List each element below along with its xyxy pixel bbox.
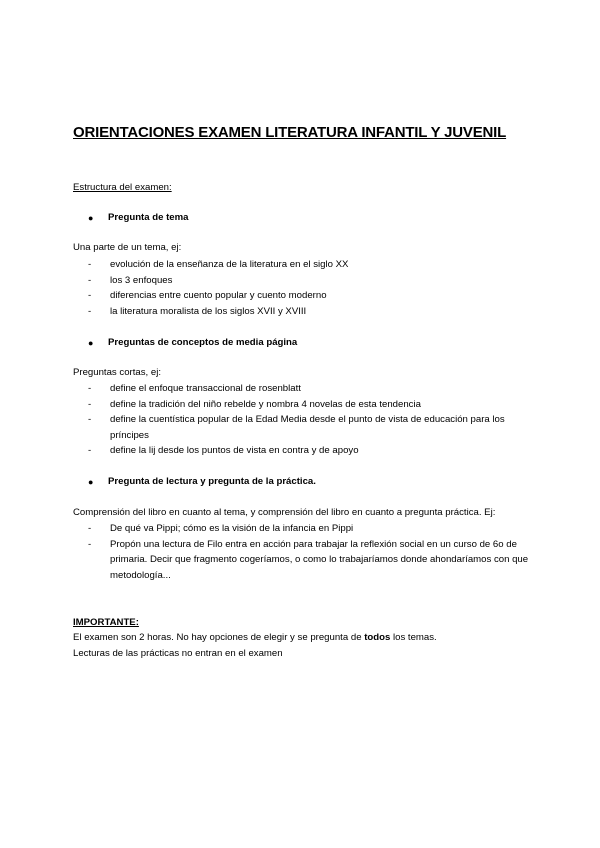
bullet-icon: ● (88, 212, 94, 223)
dash-marker: - (88, 523, 92, 534)
dash-marker: - (88, 414, 92, 425)
list-item-text: Propón una lectura de Filo entra en acción para trabajar la reflexión social en un curso de 6o de primaria. Decir que fragmento cogeríamos, o como lo trabajaríamos donde ahondaríamos con que metodología... (110, 538, 529, 581)
list-item (88, 521, 538, 537)
dash-list (88, 257, 538, 319)
dash-marker: - (88, 290, 92, 301)
dash-marker: - (88, 445, 92, 456)
list-item (88, 443, 538, 459)
list-item (88, 288, 538, 304)
dash-marker: - (88, 305, 92, 317)
list-item (88, 412, 538, 443)
list-item-text: define la tradición del niño rebelde y nombra 4 novelas de esta tendencia (110, 398, 421, 410)
dash-list (88, 521, 538, 583)
list-item-text: diferencias entre cuento popular y cuento moderno (110, 290, 327, 301)
list-item (88, 381, 538, 397)
important-heading: IMPORTANTE: (73, 617, 139, 628)
list-item (88, 397, 538, 413)
dash-marker: - (88, 383, 92, 394)
list-item (88, 257, 538, 273)
section-heading-label: Preguntas de conceptos de media página (108, 337, 298, 348)
dash-marker: - (88, 274, 92, 286)
dash-marker: - (88, 538, 92, 550)
important-line-1-start: El examen son 2 horas. No hay opciones de elegir y se pregunta de (73, 632, 365, 643)
section-heading-label: Pregunta de tema (108, 212, 189, 223)
structure-heading: Estructura del examen: (73, 182, 172, 193)
list-item (88, 273, 538, 289)
section-intro: Comprensión del libro en cuanto al tema, y comprensión del libro en cuanto a pregunta práctica. Ej: (73, 507, 496, 518)
section-intro: Una parte de un tema, ej: (73, 242, 182, 253)
list-item-text: define el enfoque transaccional de rosenblatt (110, 383, 301, 394)
list-item (88, 537, 538, 584)
bullet-icon: ● (88, 476, 94, 487)
list-item-text: define la cuentística popular de la Edad Media desde el punto de vista de educación para los príncipes (110, 414, 505, 441)
section-intro: Preguntas cortas, ej: (73, 367, 161, 378)
list-item-text: De qué va Pippi; cómo es la visión de la infancia en Pippi (110, 523, 354, 534)
dash-marker: - (88, 259, 92, 270)
section-heading-label: Pregunta de lectura y pregunta de la práctica. (108, 476, 316, 487)
list-item (88, 304, 538, 320)
bullet-icon: ● (88, 337, 94, 348)
section-heading-tema (88, 212, 189, 223)
dash-list (88, 381, 538, 459)
important-line-2: Lecturas de las prácticas no entran en el examen (73, 648, 283, 659)
section-heading-conceptos (88, 337, 297, 348)
dash-marker: - (88, 398, 92, 410)
list-item-text: la literatura moralista de los siglos XVII y XVIII (110, 305, 307, 317)
document-title: ORIENTACIONES EXAMEN LITERATURA INFANTIL Y JUVENIL (73, 124, 507, 141)
list-item-text: evolución de la enseñanza de la literatura en el siglo XX (110, 259, 349, 270)
list-item-text: los 3 enfoques (110, 274, 173, 286)
section-heading-lectura (88, 476, 316, 487)
important-line-1-bold: todos (364, 632, 391, 643)
important-line-1-end: los temas. (390, 632, 437, 643)
important-line-1 (73, 632, 437, 643)
list-item-text: define la lij desde los puntos de vista en contra y de apoyo (110, 445, 359, 456)
